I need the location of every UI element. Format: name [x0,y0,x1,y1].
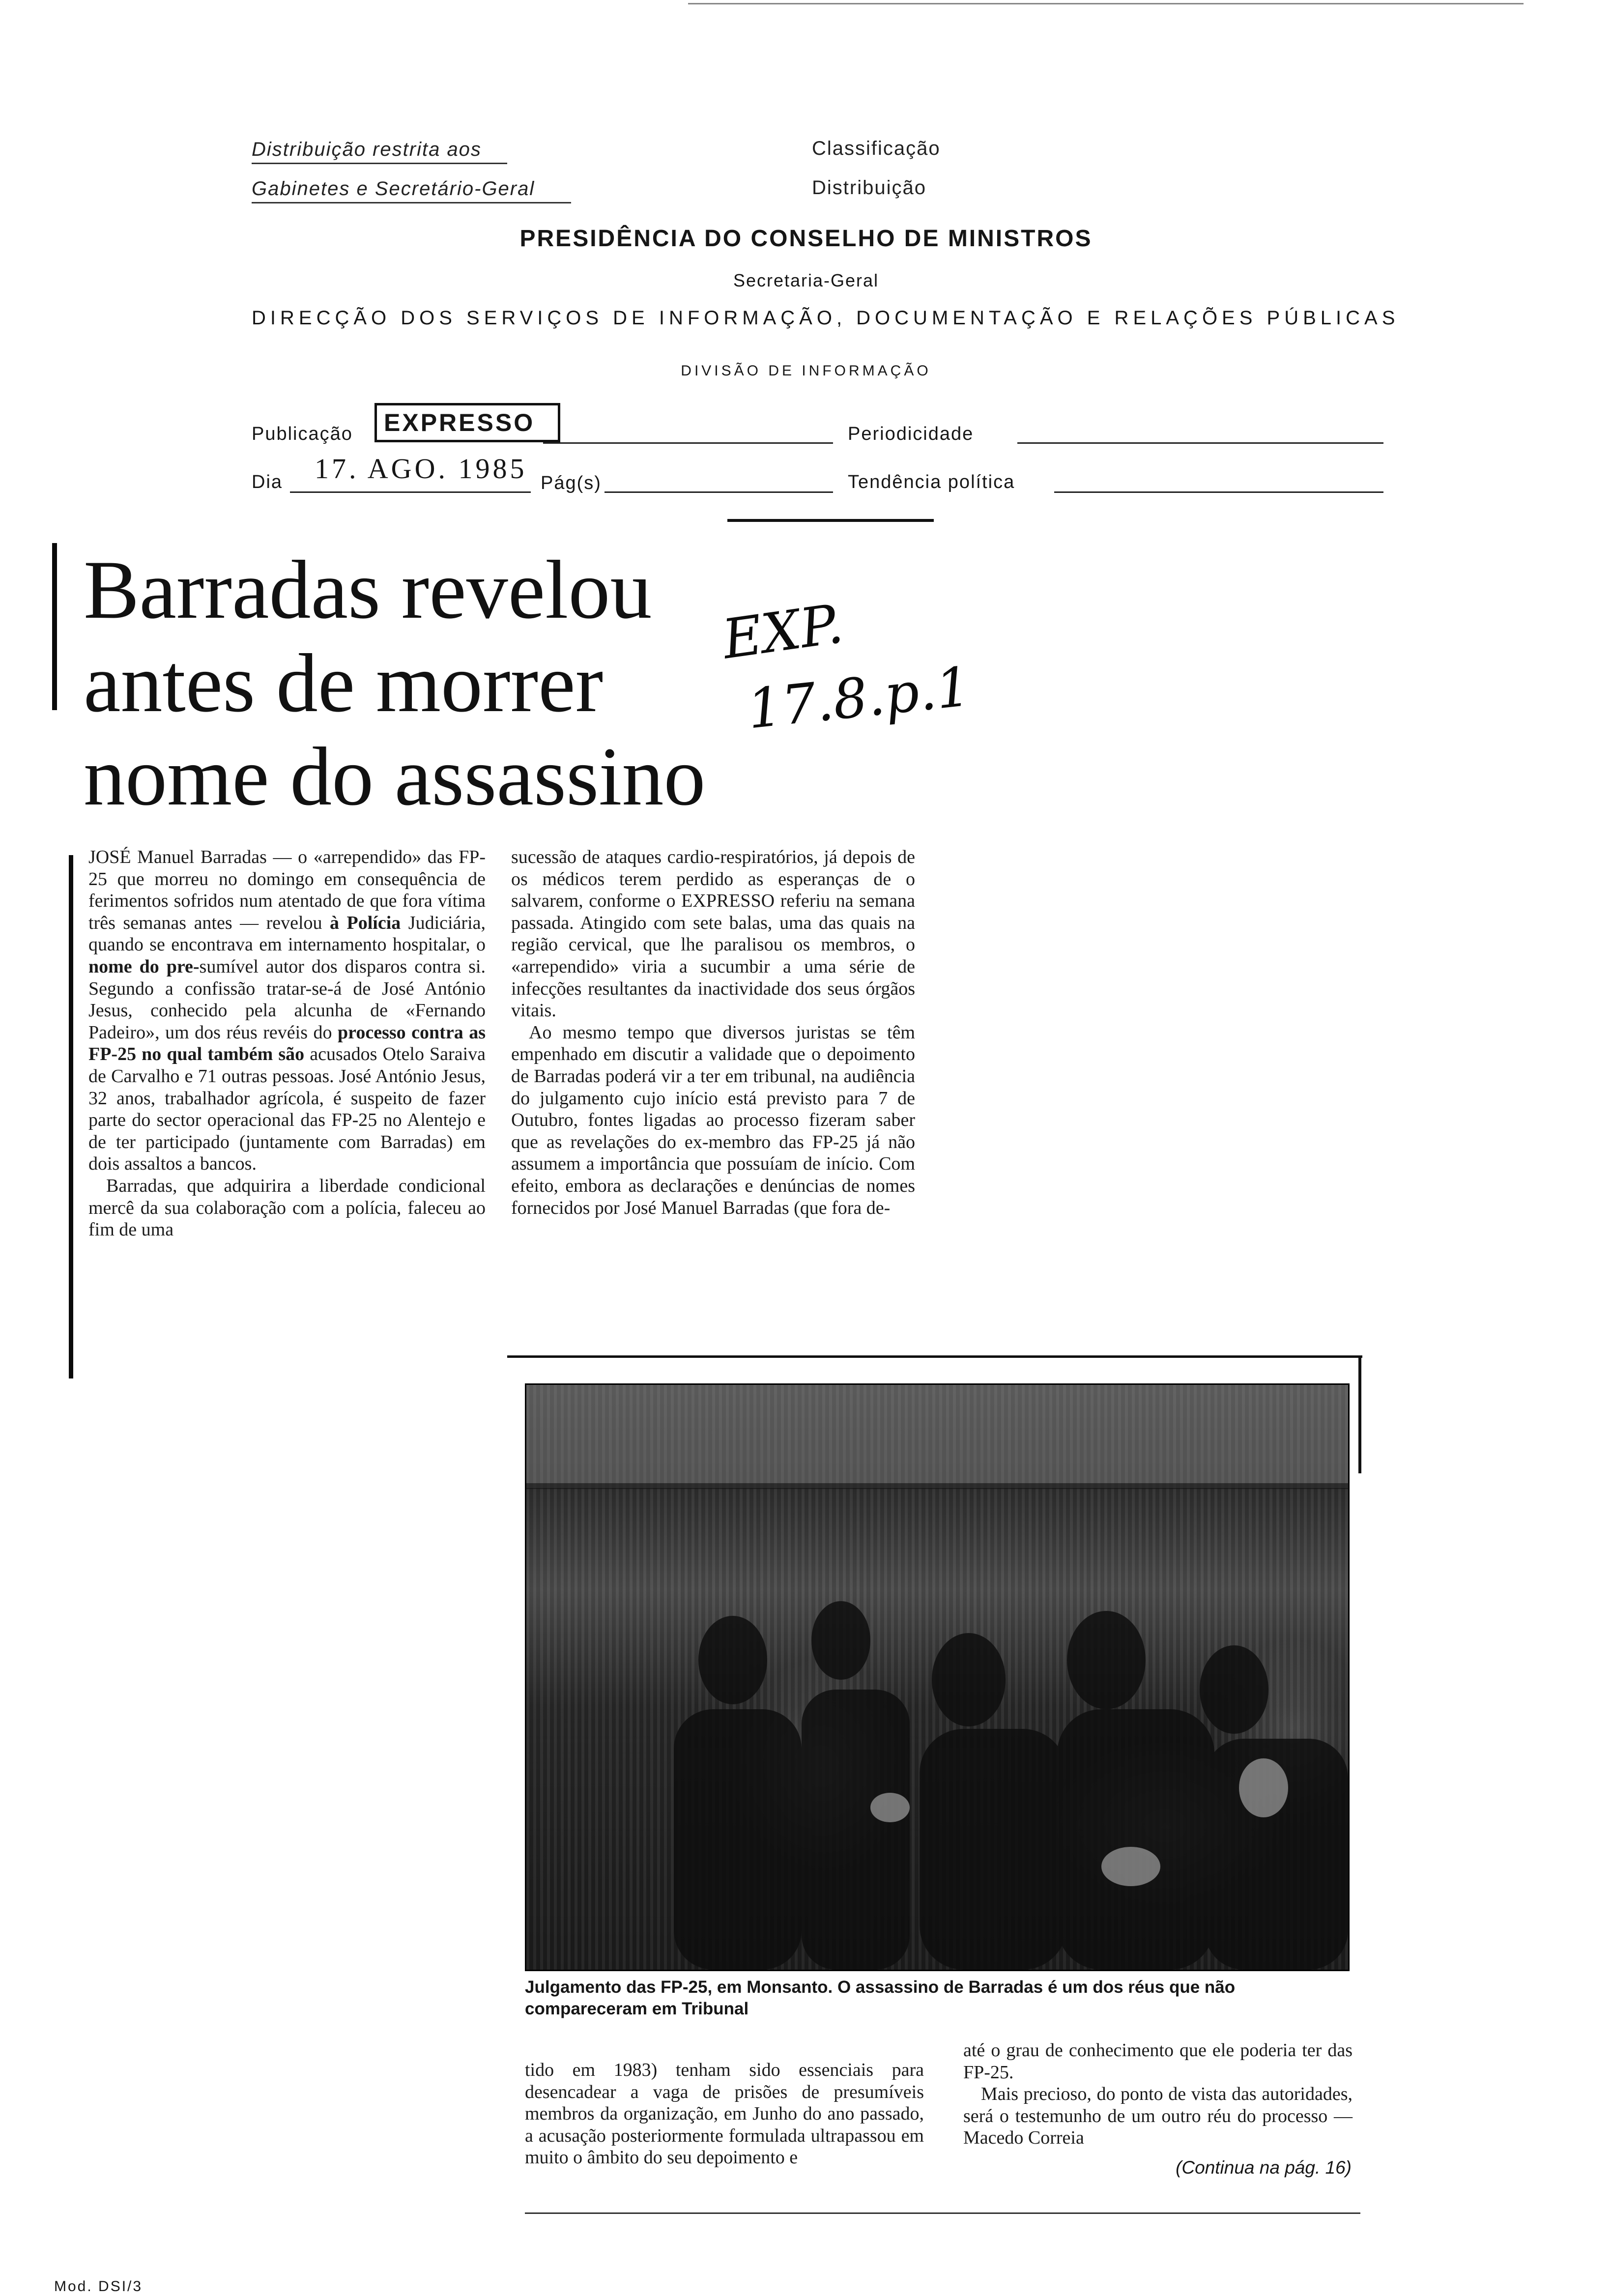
division-label: DIVISÃO DE INFORMAÇÃO [681,363,931,379]
col2-para-1: sucessão de ataques cardio-respiratórios, já depois de os médicos terem perdido as esperanças de o salvarem, conforme o EXPRESSO referiu na semana passada. Atingido com sete balas, uma das quais na região cervical, que lhe paralisou os membros, o «arrependido» viria a sucumbir a uma série de infecções resultantes da inactividade dos seus órgãos vitais. [511,847,915,1021]
pages-line [604,491,833,493]
headline-line-1: Barradas revelou [84,544,652,636]
courtroom-photo-silhouettes [526,1385,1348,1970]
headline-line-3: nome do assassino [84,730,706,823]
distribution-note-2: Gabinetes e Secretário-Geral [252,178,571,203]
clipping-left-rule-long [69,855,73,1378]
col2-para-2: Ao mesmo tempo que diversos juristas se têm empenhado em discutir a validade que o depoimento de Barradas poderá vir a ter em tribunal, na audiência do julgamento cujo início está previsto para 7 de Outubro, fontes ligadas ao processo fizeram saber que as revelações do ex-membro das FP-25 já não assumem a importância que possuíam de início. Com efeito, embora as declarações e denúncias de nomes fornecidos por José Manuel Barradas (que fora de- [511,1022,915,1218]
article-column-1 [88,846,486,1241]
photo-frame-right [1358,1355,1361,1473]
organization-title: PRESIDÊNCIA DO CONSELHO DE MINISTROS [519,226,1093,252]
pages-label: Pág(s) [541,473,602,493]
form-code: Mod. DSI/3 [54,2278,143,2295]
continued-note: (Continua na pág. 16) [1176,2157,1352,2178]
col1-para-2: Barradas, que adquirira a liberdade condicional mercê da sua colaboração com a polícia, faleceu ao fim de uma [88,1175,486,1240]
col4-para-2: Mais precioso, do ponto de vista das autoridades, será o testemunho de um outro réu do processo — Macedo Correia [963,2084,1353,2149]
periodicity-label: Periodicidade [848,424,974,444]
day-label: Dia [252,472,283,492]
periodicity-line [1017,442,1383,444]
handwritten-note-1: EXP. [719,592,847,671]
clipping-bottom-rule [525,2212,1360,2214]
photo-caption: Julgamento das FP-25, em Monsanto. O assassino de Barradas é um dos réus que não compareceram em Tribunal [525,1978,1236,2018]
tendency-line [1054,491,1383,493]
day-line [290,491,531,493]
clipping-left-rule [52,543,57,710]
col1-para-1: JOSÉ Manuel Barradas — o «arrependido» das FP-25 que morreu no domingo em consequência de ferimentos sofridos num atentado de que fora vítima três semanas antes — revelou à Polícia Judiciária, quando se encontrava em internamento hospitalar, o nome do pre-sumível autor dos disparos contra si. Segundo a confissão tratar-se-á de José António Jesus, conhecido pela alcunha de «Fernando Padeiro», um dos réus revéis do processo contra as FP-25 no qual também são acusados Otelo Saraiva de Carvalho e 71 outras pessoas. José António Jesus, 32 anos, trabalhador agrícola, é suspeito de fazer parte do sector operacional das FP-25 no Alentejo e de ter participado (juntamente com Barradas) em dois assaltos a bancos. [88,847,486,1175]
headline-line-2: antes de morrer [84,637,604,729]
directorate-label: DIRECÇÃO DOS SERVIÇOS DE INFORMAÇÃO, DOCUMENTAÇÃO E RELAÇÕES PÚBLICAS [252,307,1400,329]
secretariat-label: Secretaria-Geral [733,270,879,290]
handwritten-note-2: 17.8.p.1 [744,655,974,741]
classification-label: Classificação [812,138,941,159]
article-column-4 [963,2039,1353,2149]
tendency-label: Tendência política [848,472,1015,492]
courtroom-photo [525,1383,1350,1971]
distribution-note-1: Distribuição restrita aos [252,139,507,164]
article-column-3: tido em 1983) tenham sido essenciais para desencadear a vaga de prisões de presumíveis membros da organização, em Junho do ano passado, a acusação posteriormente formulada ultrapassou em muito o âmbito do seu depoimento e [525,2060,924,2168]
publication-line [543,442,833,444]
scan-edge-line [688,3,1524,4]
publication-label: Publicação [252,424,353,444]
day-value: 17. AGO. 1985 [315,453,527,485]
col4-para-1: até o grau de conhecimento que ele poderia ter das FP-25. [963,2040,1353,2083]
article-column-2 [511,846,915,1219]
distribution-label: Distribuição [812,177,926,199]
photo-frame-top [507,1355,1362,1358]
publication-stamp: EXPRESSO [374,403,560,442]
separator-rule [727,519,934,522]
